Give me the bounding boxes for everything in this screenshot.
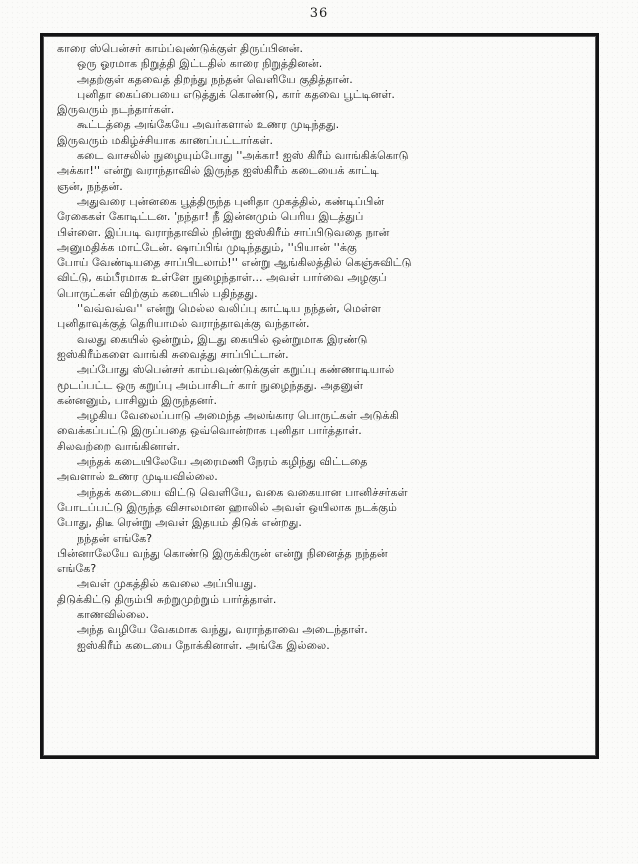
text-line: இருவரும் நடந்தார்கள்.	[57, 103, 175, 117]
text-line: அந்தக் கடையை விட்டு வெளியே, வகை வகையான பானிச்சர்கள்	[77, 485, 408, 499]
text-line: பிள்ளை. இப்படி வராந்தாவில் நின்று ஐஸ்கிரீம் சாப்பிடுவதை நான்	[57, 225, 390, 239]
text-line: ஒரு ஓரமாக நிறுத்தி இட்டதில் காரை நிறுத்தினன்.	[77, 57, 323, 71]
text-line: அவள் முகத்தில் கவலை அப்பியது.	[77, 577, 257, 591]
text-line: சிலவற்றை வாங்கினாள்.	[57, 439, 181, 453]
text-line: நந்தன் எங்கே?	[77, 531, 153, 545]
text-line: ஐஸ்கிரீம் கடையை நோக்கினாள். அங்கே இல்லை.	[77, 638, 330, 652]
text-line: பின்னாலேயே வந்து கொண்டு இருக்கிருன் என்று நினைத்த நந்தன்	[57, 546, 388, 560]
text-line: புனிதா கைப்பையை எடுத்துக் கொண்டு, கார் கதவை பூட்டினள்.	[77, 87, 395, 101]
text-line: விட்டு, கம்பீரமாக உள்ளே நுழைந்தாள்... அவள் பார்வை அழகுப்	[57, 271, 387, 285]
text-line: புனிதாவுக்குத் தெரியாமல் வராந்தாவுக்கு வந்தான்.	[57, 317, 310, 331]
text-line: திடுக்கிட்டு திரும்பி சுற்றுமுற்றும் பார்த்தாள்.	[57, 592, 277, 606]
text-line: அந்த வழியே வேகமாக வந்து, வராந்தாவை அடைந்தாள்.	[77, 623, 368, 637]
text-line: அழகிய வேலைப்பாடு அமைந்த அலங்கார பொருட்கள் அடுக்கி	[77, 409, 399, 423]
text-line: ரேகைகள் கோடிட்டன. 'நந்தா! நீ இன்னமும் பெரிய இடத்துப்	[57, 210, 364, 224]
text-line: காரை ஸ்பென்சர் காம்ப்வுண்டுக்குள் திருப்பினன்.	[57, 42, 304, 55]
story-text	[57, 41, 589, 653]
text-line: அதற்குள் கதவைத் திறந்து நந்தன் வெளியே குதித்தான்.	[77, 72, 353, 86]
page-border-frame	[40, 33, 599, 759]
text-line: இருவரும் மகிழ்ச்சியாக காணப்பட்டார்கள்.	[57, 133, 274, 147]
text-line: ஞன், நந்தன்.	[57, 179, 123, 193]
text-line: அந்தக் கடையிலேயே அரைமணி நேரம் கழிந்து விட்டதை	[77, 455, 368, 469]
text-line: எங்கே?	[57, 562, 97, 576]
page-number: 36	[309, 6, 329, 21]
text-line: அப்போது ஸ்பென்சர் காம்பவுண்டுக்குள் கறுப்பு கண்ணாடியால்	[77, 363, 395, 377]
text-line: அதுவரை புன்னகை பூத்திருந்த புனிதா முகத்தில், கண்டிப்பின்	[77, 194, 385, 208]
text-line: கூட்டத்தை அங்கேயே அவர்களால் உணர முடிந்தது.	[77, 118, 340, 132]
text-line: மூடப்பட்ட ஒரு கறுப்பு அம்பாசிடர் கார் நுழைந்தது. அதனுள்	[57, 378, 364, 392]
text-line: போடப்பட்டு இருந்த விசாலமான ஹாலில் அவள் ஒயிலாக நடக்கும்	[57, 500, 397, 514]
text-line: அவளால் உணர முடியவில்லை.	[57, 470, 218, 484]
text-line: ''வவ்வவ்வ'' என்று மெல்ல வலிப்பு காட்டிய நந்தன், மெள்ள	[77, 302, 382, 316]
text-line: வைக்கப்பட்டு இருப்பதை ஒவ்வொன்றாக புனிதா பார்த்தாள்.	[57, 424, 362, 438]
text-line: கன்னனும், பாசிலும் இருந்தனர்.	[57, 393, 218, 407]
text-line: வலது கையில் ஒன்றும், இடது கையில் ஒன்றுமாக இரண்டு	[77, 332, 368, 346]
text-line: காணவில்லை.	[77, 607, 150, 621]
text-line: அனுமதிக்க மாட்டேன். ஷாப்பிங் முடிந்ததும், ''பியான் ''க்கு	[57, 240, 357, 254]
text-line: போது, திடீ ரென்று அவள் இதயம் திடுக் என்றது.	[57, 516, 302, 530]
text-line: கடை வாசலில் நுழையும்போது ''அக்கா! ஐஸ் கிரீம் வாங்கிக்கொடு	[77, 149, 409, 163]
text-line: அக்கா!'' என்று வராந்தாவில் இருந்த ஐஸ்கிரீம் கடையைக் காட்டி	[57, 164, 379, 178]
text-line: ஐஸ்கிரீம்களை வாங்கி சுவைத்து சாப்பிட்டான்.	[57, 347, 289, 361]
text-line: பொருட்கள் விற்கும் கடையில் பதிந்தது.	[57, 286, 258, 300]
text-line: போய் வேண்டியதை சாப்பிடலாம்!'' என்று ஆங்கிலத்தில் கெஞ்சுவிட்டு	[57, 256, 412, 270]
